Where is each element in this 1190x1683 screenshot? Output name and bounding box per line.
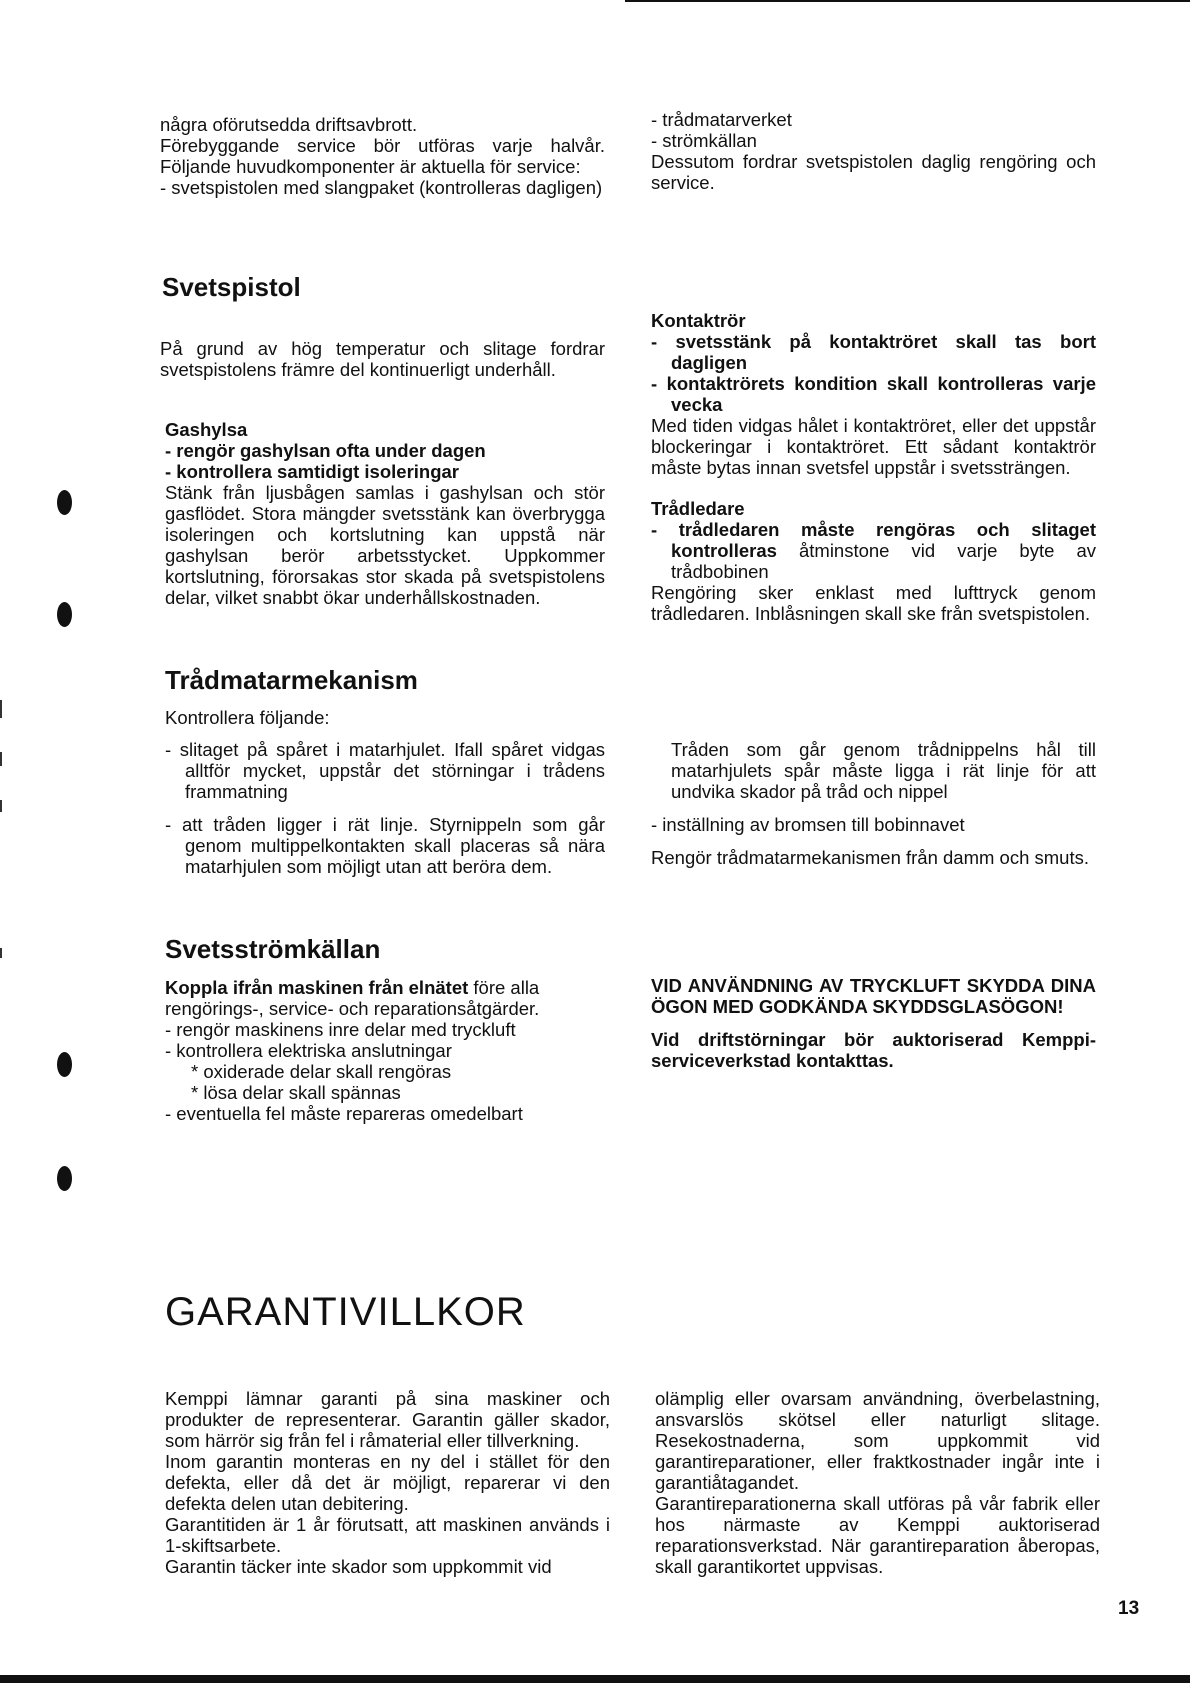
list-item: - trådmatarverket <box>651 109 792 130</box>
garanti-right <box>655 1388 1100 1577</box>
margin-tick <box>0 800 2 812</box>
tradmatar-left-list <box>165 739 605 877</box>
intro-paragraph: Dessutom fordrar svetspistolen daglig rengöring och service. <box>651 151 1096 193</box>
list-item: - slitaget på spåret i matarhjulet. Ifall spåret vidgas alltför mycket, uppstår det störningar i trådens frammatning <box>165 739 605 802</box>
garanti-paragraph: olämplig eller ovarsam användning, överbelastning, ansvarslös skötsel eller naturligt slitage. Resekostnaderna, som uppkommit vid garantireparationer, eller fraktkostnader ingår inte i garantiåtagandet. <box>655 1388 1100 1493</box>
lead-bold: Koppla ifrån maskinen från elnätet <box>165 977 469 998</box>
gashylsa-text: Stänk från ljusbågen samlas i gashylsan och stör gasflödet. Stora mängder svetsstänk kan överbrygga isoleringen och kortslutning kan uppstå när gashylsan berör arbetsstycket. Uppkommer kortslutning, förorsakas stor skada på svetspistolens delar, vilket snabbt ökar underhållskostnaden. <box>165 482 605 608</box>
section-title-svetspistol: Svetspistol <box>162 272 301 302</box>
list-item: - rengör maskinens inre delar med tryckluft <box>165 1019 516 1040</box>
garanti-paragraph: Garantireparationerna skall utföras på vår fabrik eller hos närmaste av Kemppi auktoriserad reparationsverkstad. När garantireparation åberopas, skall garantikortet uppvisas. <box>655 1493 1100 1577</box>
sub-list-item: * lösa delar skall spännas <box>191 1082 401 1103</box>
bottom-rule <box>0 1675 1190 1683</box>
tradmatar-right <box>651 739 1096 868</box>
garanti-paragraph: Kemppi lämnar garanti på sina maskiner och produkter de representerar. Garantin gäller skador, som härrör sig från fel i råmaterial eller tillverkning. <box>165 1388 610 1451</box>
tradledare-text: Rengöring sker enklast med lufttryck genom trådledaren. Inblåsningen skall ske från svetspistolen. <box>651 582 1096 624</box>
punch-hole-mark <box>57 1052 72 1077</box>
list-item: - strömkällan <box>651 130 757 151</box>
tradmatar-intro: Kontrollera följande: <box>165 707 330 728</box>
garanti-paragraph: Inom garantin monteras en ny del i stället för den defekta, eller då det är möjligt, reparerar vi den defekta delen utan debitering. <box>165 1451 610 1514</box>
section-title-tradmatarmekanism: Trådmatarmekanism <box>165 665 418 695</box>
punch-hole-mark <box>57 602 72 627</box>
section-title-svetsstromkallan: Svetsströmkällan <box>165 934 381 964</box>
punch-hole-mark <box>57 1166 72 1191</box>
kontaktror-text: Med tiden vidgas hålet i kontaktröret, eller det uppstår blockeringar i kontaktröret. Ett sådant kontaktrör måste bytas innan svetsfel uppstår i svetssträngen. <box>651 415 1096 478</box>
subsection-title-tradledare: Trådledare <box>651 498 745 519</box>
intro-paragraph: Förebyggande service bör utföras varje halvår. Följande huvudkomponenter är aktuella för service: <box>160 135 605 177</box>
list-item <box>651 519 1096 582</box>
kontaktror-block <box>651 310 1096 478</box>
subsection-title-kontaktror: Kontaktrör <box>651 310 746 331</box>
intro-paragraph: några oförutsedda driftsavbrott. <box>160 114 418 135</box>
list-item: - kontrollera elektriska anslutningar <box>165 1040 452 1061</box>
sub-list-item: * oxiderade delar skall rengöras <box>191 1061 452 1082</box>
page-number: 13 <box>1118 1598 1140 1619</box>
svetsstrom-left <box>165 977 610 1124</box>
svetspistol-intro: På grund av hög temperatur och slitage fordrar svetspistolens främre del kontinuerligt underhåll. <box>160 338 605 380</box>
list-item: - eventuella fel måste repareras omedelbart <box>165 1103 523 1124</box>
list-item-rest: åtminstone vid varje byte av trådbobinen <box>671 540 1096 582</box>
list-item: - inställning av bromsen till bobinnavet <box>651 814 965 835</box>
intro-left <box>160 114 605 198</box>
safety-warning: VID ANVÄNDNING AV TRYCKLUFT SKYDDA DINA ÖGON MED GODKÄNDA SKYDDSGLASÖGON! <box>651 975 1096 1017</box>
margin-tick <box>0 700 2 718</box>
list-item: - kontaktrörets kondition skall kontrolleras varje vecka <box>651 373 1096 415</box>
list-item: - att tråden ligger i rät linje. Styrnippeln som går genom multippelkontakten skall placeras så nära matarhjulen som möjligt utan att beröra dem. <box>165 814 605 877</box>
list-item-bold: - trådledaren måste rengöras och slitaget kontrolleras <box>651 519 1096 561</box>
punch-hole-mark <box>57 490 72 515</box>
tradmatar-text: Rengör trådmatarmekanismen från damm och smuts. <box>651 847 1090 868</box>
list-item-continued: Tråden som går genom trådnippelns hål till matarhjulets spår måste ligga i rät linje för att undvika skador på tråd och nippel <box>671 739 1096 802</box>
gashylsa-block <box>165 419 605 608</box>
garanti-paragraph: Garantitiden är 1 år förutsatt, att maskinen används i 1-skiftsarbete. <box>165 1514 610 1556</box>
top-rule <box>625 0 1190 2</box>
lead-rest: före alla rengörings-, service- och reparationsåtgärder. <box>165 977 540 1019</box>
list-item: - rengör gashylsan ofta under dagen <box>165 440 486 461</box>
svetsstrom-right <box>651 975 1096 1071</box>
svetsstrom-lead <box>165 977 610 1019</box>
subsection-title-gashylsa: Gashylsa <box>165 419 248 440</box>
margin-tick <box>0 948 2 958</box>
service-note: Vid driftstörningar bör auktoriserad Kemppi-serviceverkstad kontakttas. <box>651 1029 1096 1071</box>
garanti-paragraph: Garantin täcker inte skador som uppkommit vid <box>165 1556 552 1577</box>
section-title-garantivillkor: GARANTIVILLKOR <box>165 1290 526 1334</box>
list-item: - svetspistolen med slangpaket (kontrolleras dagligen) <box>160 177 603 198</box>
tradledare-block <box>651 498 1096 624</box>
intro-right <box>651 109 1096 193</box>
margin-tick <box>0 752 2 766</box>
list-item: - svetsstänk på kontaktröret skall tas bort dagligen <box>651 331 1096 373</box>
list-item: - kontrollera samtidigt isoleringar <box>165 461 460 482</box>
garanti-left <box>165 1388 610 1577</box>
